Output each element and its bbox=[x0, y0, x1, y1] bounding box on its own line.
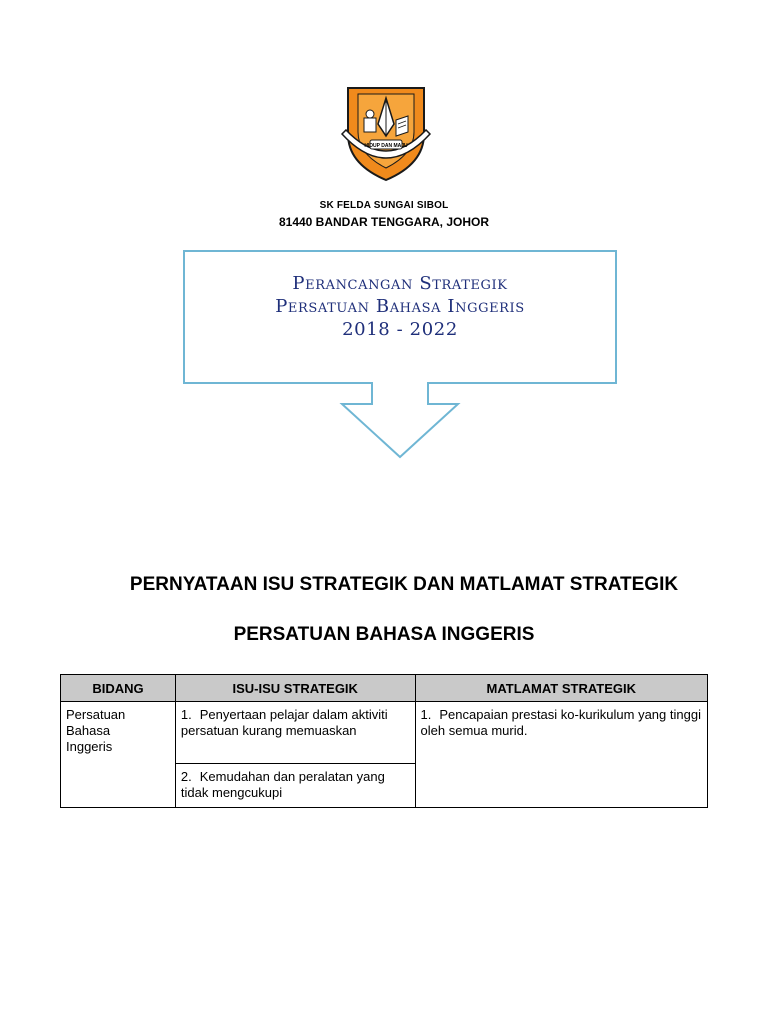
matlamat-text: Pencapaian prestasi ko-kurikulum yang tinggi oleh semua murid. bbox=[420, 707, 701, 738]
isu-cell-1 bbox=[175, 702, 415, 764]
header-isu-strategik: ISU-ISU STRATEGIK bbox=[175, 675, 415, 702]
isu-number: 1. bbox=[180, 707, 192, 722]
isu-text: Kemudahan dan peralatan yang tidak mengcukupi bbox=[180, 769, 385, 800]
title-line-3: 2018 - 2022 bbox=[342, 319, 458, 340]
bidang-text: Persatuan Bahasa Inggeris bbox=[66, 707, 126, 754]
section-heading: PERNYATAAN ISU STRATEGIK DAN MATLAMAT STRATEGIK bbox=[129, 574, 679, 595]
header-matlamat-strategik: MATLAMAT STRATEGIK bbox=[415, 675, 707, 702]
title-line-2: Persatuan Bahasa Inggeris bbox=[275, 296, 525, 317]
matlamat-number: 1. bbox=[420, 707, 432, 722]
matlamat-cell bbox=[415, 702, 707, 808]
school-crest-logo bbox=[338, 84, 434, 184]
title-line-1: Perancangan Strategik bbox=[292, 273, 508, 294]
strategy-table bbox=[60, 674, 708, 808]
isu-number: 2. bbox=[180, 769, 192, 784]
table-header-row bbox=[61, 675, 708, 702]
strategic-plan-title bbox=[186, 272, 614, 341]
isu-text: Penyertaan pelajar dalam aktiviti persatuan kurang memuaskan bbox=[180, 707, 388, 738]
bidang-cell bbox=[61, 702, 176, 808]
table-row bbox=[61, 702, 708, 764]
school-name: SK FELDA SUNGAI SIBOL bbox=[319, 200, 449, 211]
isu-cell-2 bbox=[175, 764, 415, 808]
crest-motto: HIDUP DAN MAJU bbox=[364, 143, 408, 149]
header-bidang: BIDANG bbox=[61, 675, 176, 702]
school-address: 81440 BANDAR TENGGARA, JOHOR bbox=[278, 215, 490, 229]
section-subheading: PERSATUAN BAHASA INGGERIS bbox=[233, 624, 535, 645]
